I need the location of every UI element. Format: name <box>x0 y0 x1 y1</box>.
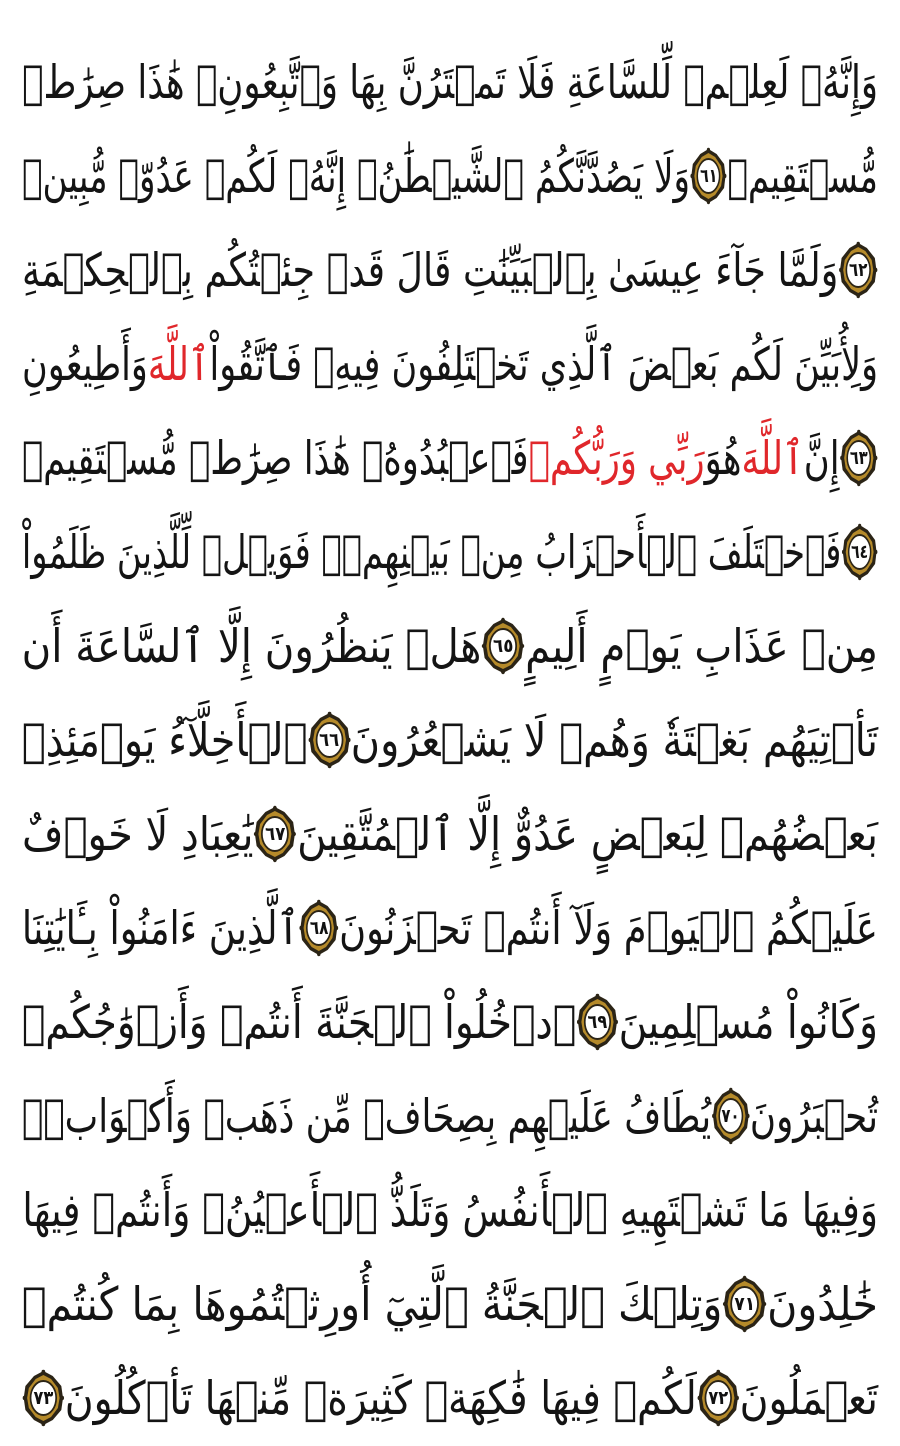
ayah-end-marker-icon <box>254 805 297 863</box>
ayah-number: ٦٧ <box>265 823 286 845</box>
verse-text: تَأۡتِيَهُم بَغۡتَةٗ وَهُمۡ لَا يَشۡعُرُونَ <box>350 713 878 767</box>
ayah-end-marker-icon <box>481 617 525 675</box>
verse-line <box>22 128 878 224</box>
verse-text: وَكَانُواْ مُسۡلِمِينَ <box>618 995 878 1049</box>
verse-text: بَعۡضُهُمۡ لِبَعۡضٍ عَدُوٌّ إِلَّا ٱلۡمُتَّقِينَ <box>297 807 878 861</box>
verse-text: ٱلَّذِينَ ءَامَنُواْ بِـَٔايَٰتِنَا <box>21 901 300 955</box>
verse-line <box>22 316 878 412</box>
verse-text: ٱدۡخُلُواْ ٱلۡجَنَّةَ أَنتُمۡ وَأَزۡوَٰجُكُمۡ <box>21 995 577 1049</box>
verse-text: وَلَمَّا جَآءَ عِيسَىٰ بِٱلۡبَيِّنَٰتِ قَالَ قَدۡ جِئۡتُكُم بِٱلۡحِكۡمَةِ <box>22 243 839 297</box>
verse-text: لَكُمۡ فِيهَا فَٰكِهَةٞ كَثِيرَةٞ مِّنۡهَا تَأۡكُلُونَ <box>64 1371 697 1425</box>
ayah-number: ٧٠ <box>721 1105 740 1127</box>
verse-line <box>22 222 878 318</box>
verse-text: وَأَطِيعُونِ <box>21 337 148 391</box>
verse-text: مُّسۡتَقِيمٞ <box>727 149 878 203</box>
ayah-end-marker-icon <box>711 1087 750 1145</box>
verse-line <box>22 1350 878 1446</box>
verse-text: هَلۡ يَنظُرُونَ إِلَّا ٱلسَّاعَةَ أَن <box>21 619 482 673</box>
ayah-end-marker-icon <box>576 993 618 1051</box>
mushaf-page <box>22 14 878 1424</box>
verse-text: إِنَّ <box>803 431 840 485</box>
divine-name-text: ٱللَّهَ <box>147 337 210 391</box>
ayah-number: ٦٣ <box>849 447 868 469</box>
verse-text: مِنۡ عَذَابِ يَوۡمٍ أَلِيمٍ <box>525 619 878 673</box>
ayah-end-marker-icon <box>841 523 878 581</box>
ayah-end-marker-icon <box>690 147 727 205</box>
verse-line <box>22 1256 878 1352</box>
ayah-end-marker-icon <box>307 711 350 769</box>
verse-line <box>22 1068 878 1164</box>
ayah-number: ٦١ <box>700 165 718 187</box>
verse-line <box>22 410 878 506</box>
ayah-end-marker-icon <box>697 1369 740 1427</box>
verse-text: وَلَا يَصُدَّنَّكُمُ ٱلشَّيۡطَٰنُۖ إِنَّهُۥ لَكُمۡ عَدُوّٞ مُّبِينٞ <box>22 149 691 203</box>
verse-line <box>22 880 878 976</box>
verse-line <box>22 786 878 882</box>
verse-text: وَإِنَّهُۥ لَعِلۡمٞ لِّلسَّاعَةِ فَلَا تَمۡتَرُنَّ بِهَا وَٱتَّبِعُونِۚ هَٰذَا صِرَٰطٞ <box>22 55 878 109</box>
verse-line <box>22 1162 878 1258</box>
verse-line <box>22 692 878 788</box>
ayah-end-marker-icon <box>838 241 878 299</box>
verse-text: وَتِلۡكَ ٱلۡجَنَّةُ ٱلَّتِيٓ أُورِثۡتُمُوهَا بِمَا كُنتُمۡ <box>21 1277 723 1331</box>
verse-line <box>22 974 878 1070</box>
ayah-number: ٧٢ <box>708 1387 729 1409</box>
ayah-end-marker-icon <box>840 429 878 487</box>
ayah-number: ٧١ <box>734 1293 756 1315</box>
verse-text: فَٱخۡتَلَفَ ٱلۡأَحۡزَابُ مِنۢ بَيۡنِهِمۡۖ فَوَيۡلٞ لِّلَّذِينَ ظَلَمُواْ <box>21 525 842 579</box>
verse-text: فَٱعۡبُدُوهُۚ هَٰذَا صِرَٰطٞ مُّسۡتَقِيمٞ <box>21 431 529 485</box>
verse-text: عَلَيۡكُمُ ٱلۡيَوۡمَ وَلَآ أَنتُمۡ تَحۡزَنُونَ <box>339 901 878 955</box>
ayah-number: ٦٩ <box>587 1011 608 1033</box>
ayah-number: ٦٤ <box>851 541 869 563</box>
ayah-number: ٦٨ <box>309 917 329 939</box>
verse-line <box>22 598 878 694</box>
verse-line <box>22 34 878 130</box>
ayah-number: ٦٥ <box>493 635 514 657</box>
verse-text: ٱلۡأَخِلَّآءُ يَوۡمَئِذِۭ <box>21 713 308 767</box>
ayah-number: ٦٦ <box>319 729 340 751</box>
verse-text: يَٰعِبَادِ لَا خَوۡفٌ <box>22 807 254 861</box>
verse-line <box>22 504 878 600</box>
verse-text: يُطَافُ عَلَيۡهِم بِصِحَافٖ مِّن ذَهَبٖ وَأَكۡوَابٖۖ <box>21 1089 712 1143</box>
ayah-number: ٦٢ <box>849 259 868 281</box>
verse-text: تُحۡبَرُونَ <box>749 1089 878 1143</box>
verse-text: وَلِأُبَيِّنَ لَكُم بَعۡضَ ٱلَّذِي تَخۡتَلِفُونَ فِيهِۖ فَٱتَّقُواْ <box>209 337 878 391</box>
ayah-end-marker-icon <box>299 899 339 957</box>
ayah-end-marker-icon <box>22 1369 65 1427</box>
divine-name-text: رَبِّي وَرَبُّكُمۡ <box>528 431 705 485</box>
ayah-number: ٧٣ <box>33 1387 54 1409</box>
verse-text: وَفِيهَا مَا تَشۡتَهِيهِ ٱلۡأَنفُسُ وَتَلَذُّ ٱلۡأَعۡيُنُۖ وَأَنتُمۡ فِيهَا <box>22 1183 879 1237</box>
verse-text: هُوَ <box>704 431 742 485</box>
ayah-end-marker-icon <box>722 1275 767 1333</box>
verse-text: تَعۡمَلُونَ <box>739 1371 878 1425</box>
verse-text: خَٰلِدُونَ <box>767 1277 878 1331</box>
divine-name-text: ٱللَّهَ <box>741 431 804 485</box>
